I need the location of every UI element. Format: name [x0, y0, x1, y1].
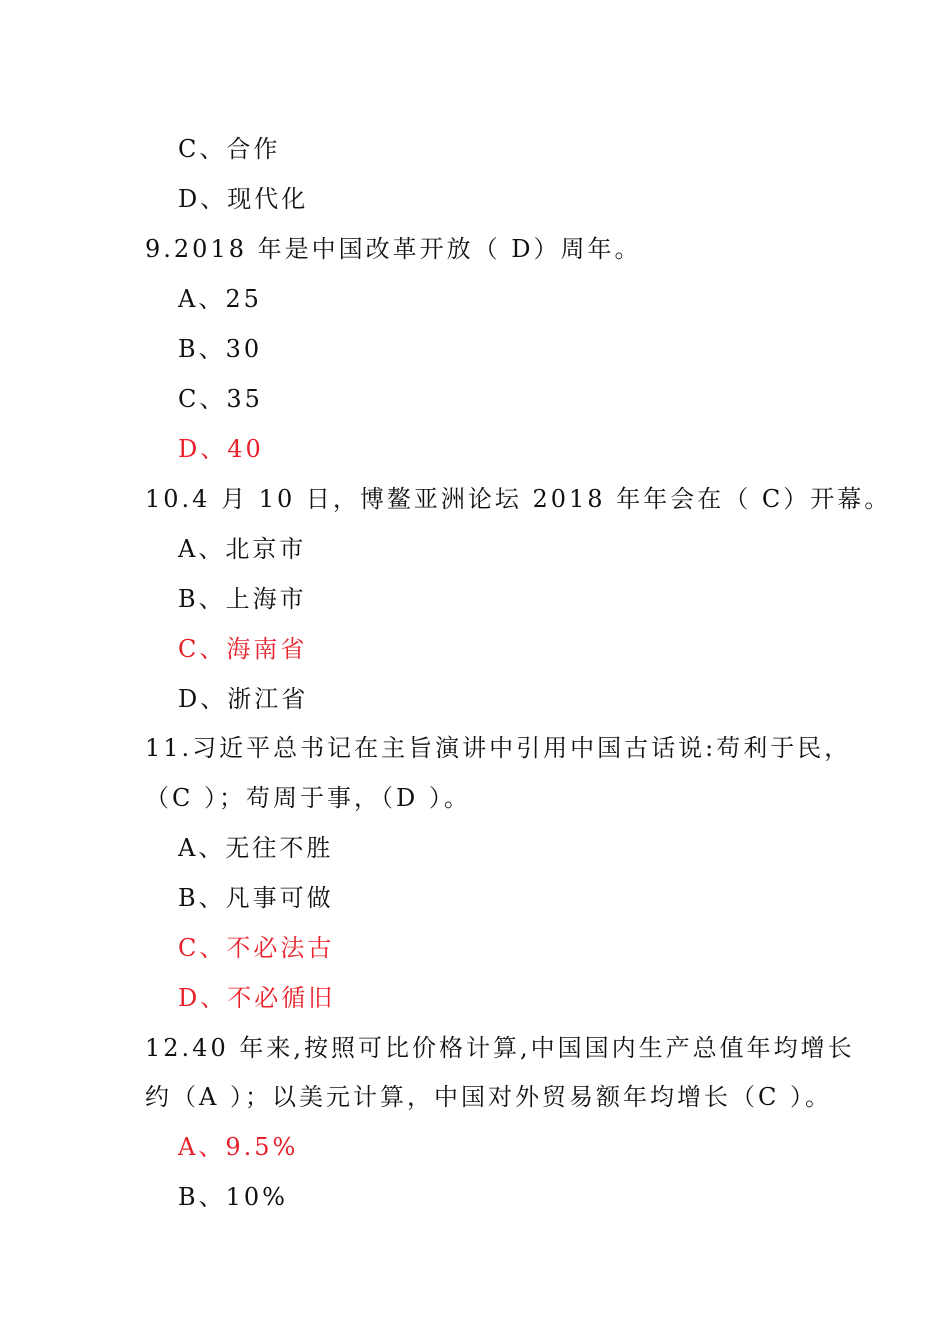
question-line: 12.40 年来,按照可比价格计算,中国国内生产总值年均增长 — [145, 1034, 855, 1062]
question-line: 约（A ）；以美元计算，中国对外贸易额年均增长（C ）。 — [145, 1083, 832, 1111]
option-line: B、30 — [178, 335, 263, 363]
answer-option-line: C、不必法古 — [178, 934, 335, 962]
answer-option-line: C、海南省 — [178, 635, 308, 663]
answer-option-line: D、40 — [178, 435, 264, 463]
answer-option-line: A、9.5% — [178, 1133, 299, 1161]
question-line: 10.4 月 10 日，博鳌亚洲论坛 2018 年年会在（ C）开幕。 — [145, 485, 892, 513]
option-line: D、浙江省 — [178, 685, 309, 713]
option-line: B、凡事可做 — [178, 884, 334, 912]
question-line: （C ）；苟周于事，（D ）。 — [145, 784, 471, 812]
question-line: 9.2018 年是中国改革开放（ D）周年。 — [145, 235, 642, 263]
question-line: 11.习近平总书记在主旨演讲中引用中国古话说:苟利于民， — [145, 734, 852, 762]
answer-option-line: D、不必循旧 — [178, 984, 336, 1012]
option-line: B、10% — [178, 1183, 288, 1211]
option-line: A、北京市 — [178, 535, 307, 563]
option-line: D、现代化 — [178, 185, 309, 213]
option-line: B、上海市 — [178, 585, 307, 613]
option-line: C、合作 — [178, 135, 281, 163]
option-line: A、25 — [178, 285, 262, 313]
option-line: C、35 — [178, 385, 263, 413]
option-line: A、无往不胜 — [178, 834, 334, 862]
